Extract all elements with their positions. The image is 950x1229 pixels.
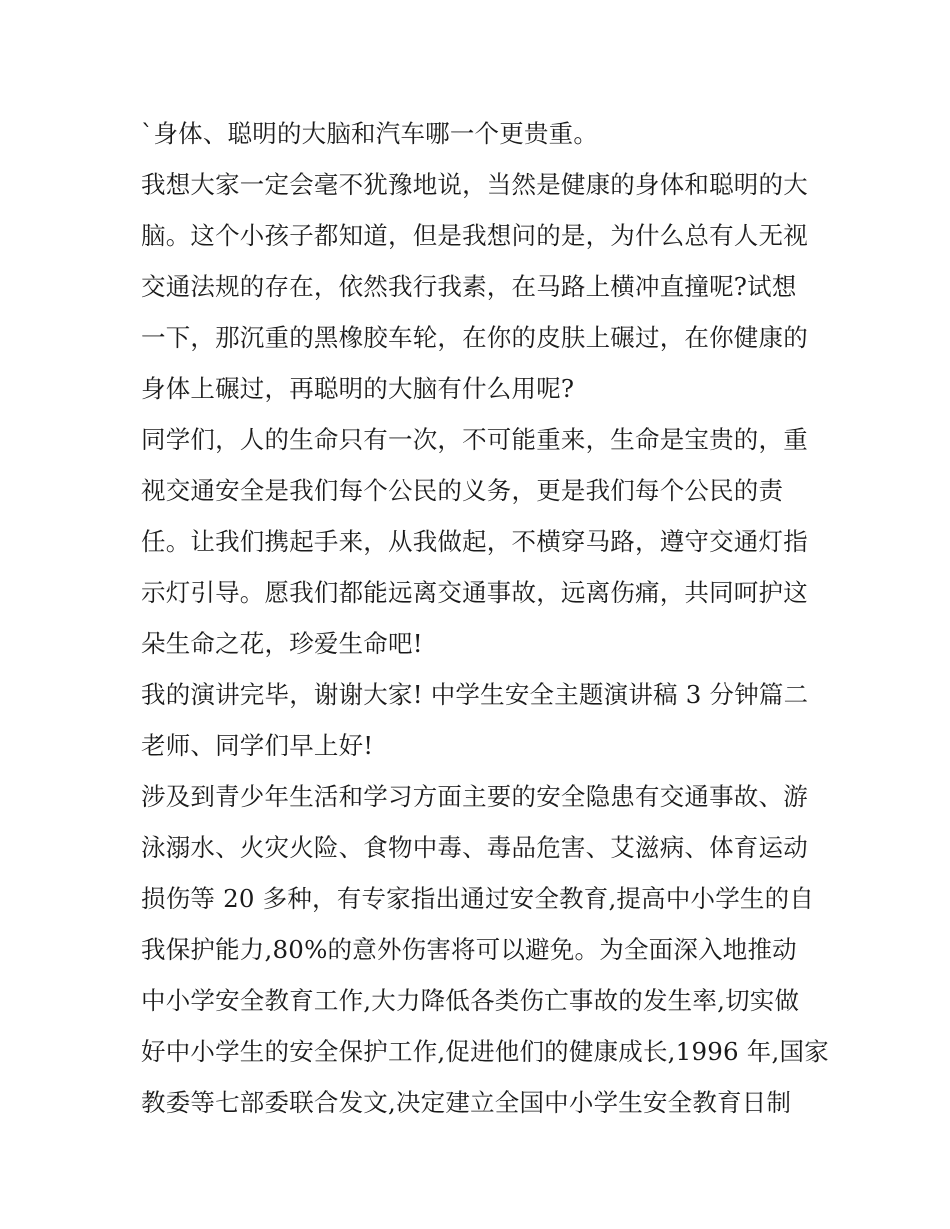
text-line: 我想大家一定会毫不犹豫地说，当然是健康的身体和聪明的大 [141,170,808,199]
text-line: 好中小学生的安全保护工作,促进他们的健康成长,1996 年,国家 [141,1037,829,1066]
text-line: `身体、聪明的大脑和汽车哪一个更贵重。 [141,119,599,148]
text-line: 中小学安全教育工作,大力降低各类伤亡事故的发生率,切实做 [141,986,800,1015]
text-line: 任。让我们携起手来，从我做起，不横穿马路，遵守交通灯指 [141,527,808,556]
text-line: 我保护能力,80%的意外伤害将可以避免。为全面深入地推动 [141,935,797,964]
text-line: 示灯引导。愿我们都能远离交通事故，远离伤痛，共同呵护这 [141,578,808,607]
document-body [141,108,829,1128]
text-line: 我的演讲完毕，谢谢大家! 中学生安全主题演讲稿 3 分钟篇二 [141,680,809,709]
text-line: 损伤等 20 多种，有专家指出通过安全教育,提高中小学生的自 [141,884,815,913]
text-line: 同学们，人的生命只有一次，不可能重来，生命是宝贵的，重 [141,425,808,454]
text-line: 涉及到青少年生活和学习方面主要的安全隐患有交通事故、游 [141,782,808,811]
text-line: 视交通安全是我们每个公民的义务，更是我们每个公民的责 [141,476,784,505]
text-line: 交通法规的存在，依然我行我素，在马路上横冲直撞呢?试想 [141,272,797,301]
text-line: 脑。这个小孩子都知道，但是我想问的是，为什么总有人无视 [141,221,808,250]
text-line: 老师、同学们早上好! [141,731,374,760]
text-line: 朵生命之花，珍爱生命吧! [141,629,423,658]
text-line: 泳溺水、火灾火险、食物中毒、毒品危害、艾滋病、体育运动 [141,833,808,862]
text-line: 身体上碾过，再聪明的大脑有什么用呢? [141,374,575,403]
text-line: 教委等七部委联合发文,决定建立全国中小学生安全教育日制 [141,1088,792,1117]
text-line: 一下，那沉重的黑橡胶车轮，在你的皮肤上碾过，在你健康的 [141,323,808,352]
